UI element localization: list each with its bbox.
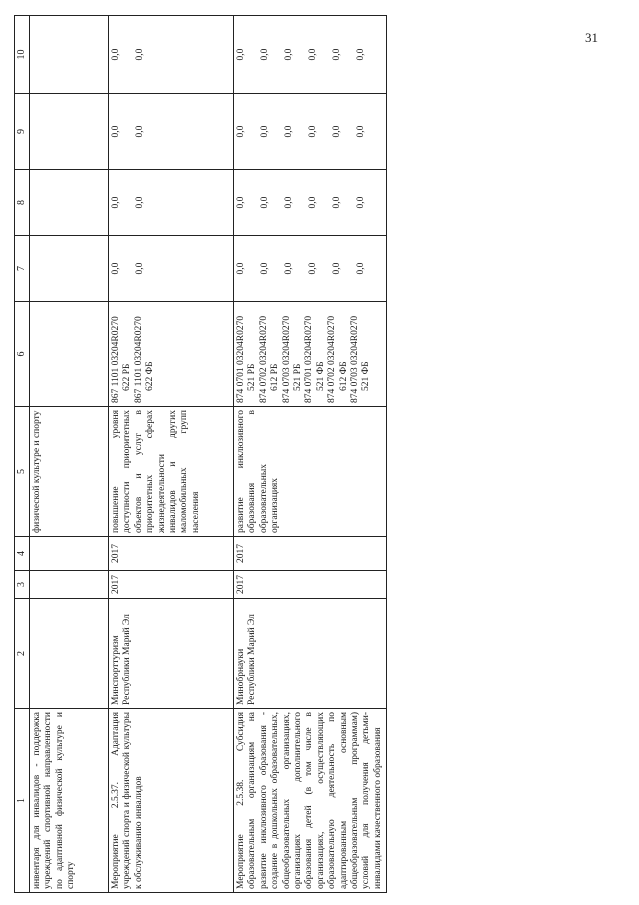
value-cell: 0,0 xyxy=(260,125,270,138)
funding-source: 521 РБ xyxy=(247,363,258,391)
value-cell: 0,0 xyxy=(236,262,246,275)
measure-2-5-38-executor: Минобрнауки Республики Марий Эл xyxy=(234,599,387,709)
header-row xyxy=(15,16,30,893)
cont-end xyxy=(30,537,109,571)
measure-2-5-38-title: Мероприятие 2.5.38. Субсидия образовательным организациям на развитие инклюзивного образования - создание в дошкольных образовательных, общеобразовательных организациях, организациях дополнительного образования детей (в том числе в организациях, осуществляющих образовательную деятельность по адаптированным основным общеобразовательным программам) условий для получения детьми-инвалидами качественного образования xyxy=(234,709,387,893)
measure-2-5-38-codes xyxy=(234,302,387,407)
value-cell: 0,0 xyxy=(135,262,145,275)
funding-source: 521 ФБ xyxy=(315,361,326,391)
header-col-7: 7 xyxy=(15,236,30,302)
value-cell: 0,0 xyxy=(111,125,121,138)
cont-start xyxy=(30,571,109,599)
continuation-row xyxy=(30,16,109,893)
budget-code: 874 0703 03204R0270 xyxy=(281,315,292,403)
header-col-10: 10 xyxy=(15,16,30,94)
value-cell: 0,0 xyxy=(356,125,366,138)
header-col-5: 5 xyxy=(15,407,30,537)
program-table xyxy=(14,15,387,893)
value-cell: 0,0 xyxy=(236,48,246,61)
value-cell: 0,0 xyxy=(332,48,342,61)
value-cell: 0,0 xyxy=(308,262,318,275)
measure-2-5-38-start-year: 2017 xyxy=(234,571,387,599)
measure-2-5-38-c9 xyxy=(234,94,387,170)
value-cell: 0,0 xyxy=(284,125,294,138)
measure-2-5-37-end-year: 2017 xyxy=(109,537,234,571)
cont-codes xyxy=(30,302,109,407)
measure-2-5-37-start-year: 2017 xyxy=(109,571,234,599)
measure-2-5-38-result: развитие инклюзивного образования в образовательных организациях xyxy=(234,407,387,537)
measure-2-5-37-codes xyxy=(109,302,234,407)
value-cell: 0,0 xyxy=(260,196,270,209)
budget-code: 874 0702 03204R0270 xyxy=(327,315,338,403)
budget-code: 874 0701 03204R0270 xyxy=(304,315,315,403)
page-number: 31 xyxy=(585,30,598,45)
value-cell: 0,0 xyxy=(332,125,342,138)
value-cell: 0,0 xyxy=(308,196,318,209)
header-col-6: 6 xyxy=(15,302,30,407)
measure-2-5-38-end-year: 2017 xyxy=(234,537,387,571)
funding-source: 612 РБ xyxy=(270,363,281,391)
value-cell: 0,0 xyxy=(260,262,270,275)
measure-2-5-37-c7 xyxy=(109,236,234,302)
budget-code: 874 0703 03204R0270 xyxy=(349,315,360,403)
value-cell: 0,0 xyxy=(260,48,270,61)
budget-code: 874 0702 03204R0270 xyxy=(258,315,269,403)
value-cell: 0,0 xyxy=(135,125,145,138)
value-cell: 0,0 xyxy=(111,196,121,209)
value-cell: 0,0 xyxy=(356,48,366,61)
header-col-3: 3 xyxy=(15,571,30,599)
measure-2-5-38-c8 xyxy=(234,170,387,236)
cont-activity-text: инвентаря для инвалидов - поддержка учреждений спортивной направленности по адаптивной физической культуре и спорту xyxy=(30,709,109,893)
measure-2-5-38-row xyxy=(234,16,387,893)
measure-2-5-37-title: Мероприятие 2.5.37. Адаптация учреждений спорта и физической культуры к обслуживанию инвалидов xyxy=(109,709,234,893)
value-cell: 0,0 xyxy=(332,196,342,209)
value-cell: 0,0 xyxy=(284,262,294,275)
measure-2-5-37-result: повышение уровня доступности приоритетных объектов и услуг в приоритетных сферах жизнедеятельности инвалидов и других маломобильных групп населения xyxy=(109,407,234,537)
measure-2-5-37-executor: Минспорттуризм Республики Марий Эл xyxy=(109,599,234,709)
budget-code: 874 0701 03204R0270 xyxy=(236,315,246,403)
header-col-8: 8 xyxy=(15,170,30,236)
value-cell: 0,0 xyxy=(236,125,246,138)
value-cell: 0,0 xyxy=(284,196,294,209)
cont-result-text: физической культуре и спорту xyxy=(30,407,109,537)
cont-c10 xyxy=(30,16,109,94)
measure-2-5-38-c10 xyxy=(234,16,387,94)
header-col-9: 9 xyxy=(15,94,30,170)
value-cell: 0,0 xyxy=(308,48,318,61)
cont-c8 xyxy=(30,170,109,236)
funding-source: 612 ФБ xyxy=(338,361,349,391)
funding-source: 622 РБ xyxy=(122,363,133,391)
measure-2-5-37-c9 xyxy=(109,94,234,170)
value-cell: 0,0 xyxy=(111,262,121,275)
budget-code: 867 1101 03204R0270 xyxy=(111,316,121,403)
value-cell: 0,0 xyxy=(356,262,366,275)
measure-2-5-38-c7 xyxy=(234,236,387,302)
value-cell: 0,0 xyxy=(284,48,294,61)
measure-2-5-37-row xyxy=(109,16,234,893)
value-cell: 0,0 xyxy=(135,48,145,61)
rotated-table-container xyxy=(14,0,604,893)
cont-executor xyxy=(30,599,109,709)
funding-source: 521 РБ xyxy=(292,363,303,391)
value-cell: 0,0 xyxy=(236,196,246,209)
measure-2-5-37-c8 xyxy=(109,170,234,236)
value-cell: 0,0 xyxy=(111,48,121,61)
measure-2-5-37-c10 xyxy=(109,16,234,94)
header-col-2: 2 xyxy=(15,599,30,709)
value-cell: 0,0 xyxy=(332,262,342,275)
header-col-1: 1 xyxy=(15,709,30,893)
cont-c9 xyxy=(30,94,109,170)
header-col-4: 4 xyxy=(15,537,30,571)
cont-c7 xyxy=(30,236,109,302)
budget-code: 867 1101 03204R0270 xyxy=(133,316,144,403)
value-cell: 0,0 xyxy=(356,196,366,209)
funding-source: 521 ФБ xyxy=(361,361,372,391)
value-cell: 0,0 xyxy=(308,125,318,138)
funding-source: 622 ФБ xyxy=(145,361,156,391)
value-cell: 0,0 xyxy=(135,196,145,209)
